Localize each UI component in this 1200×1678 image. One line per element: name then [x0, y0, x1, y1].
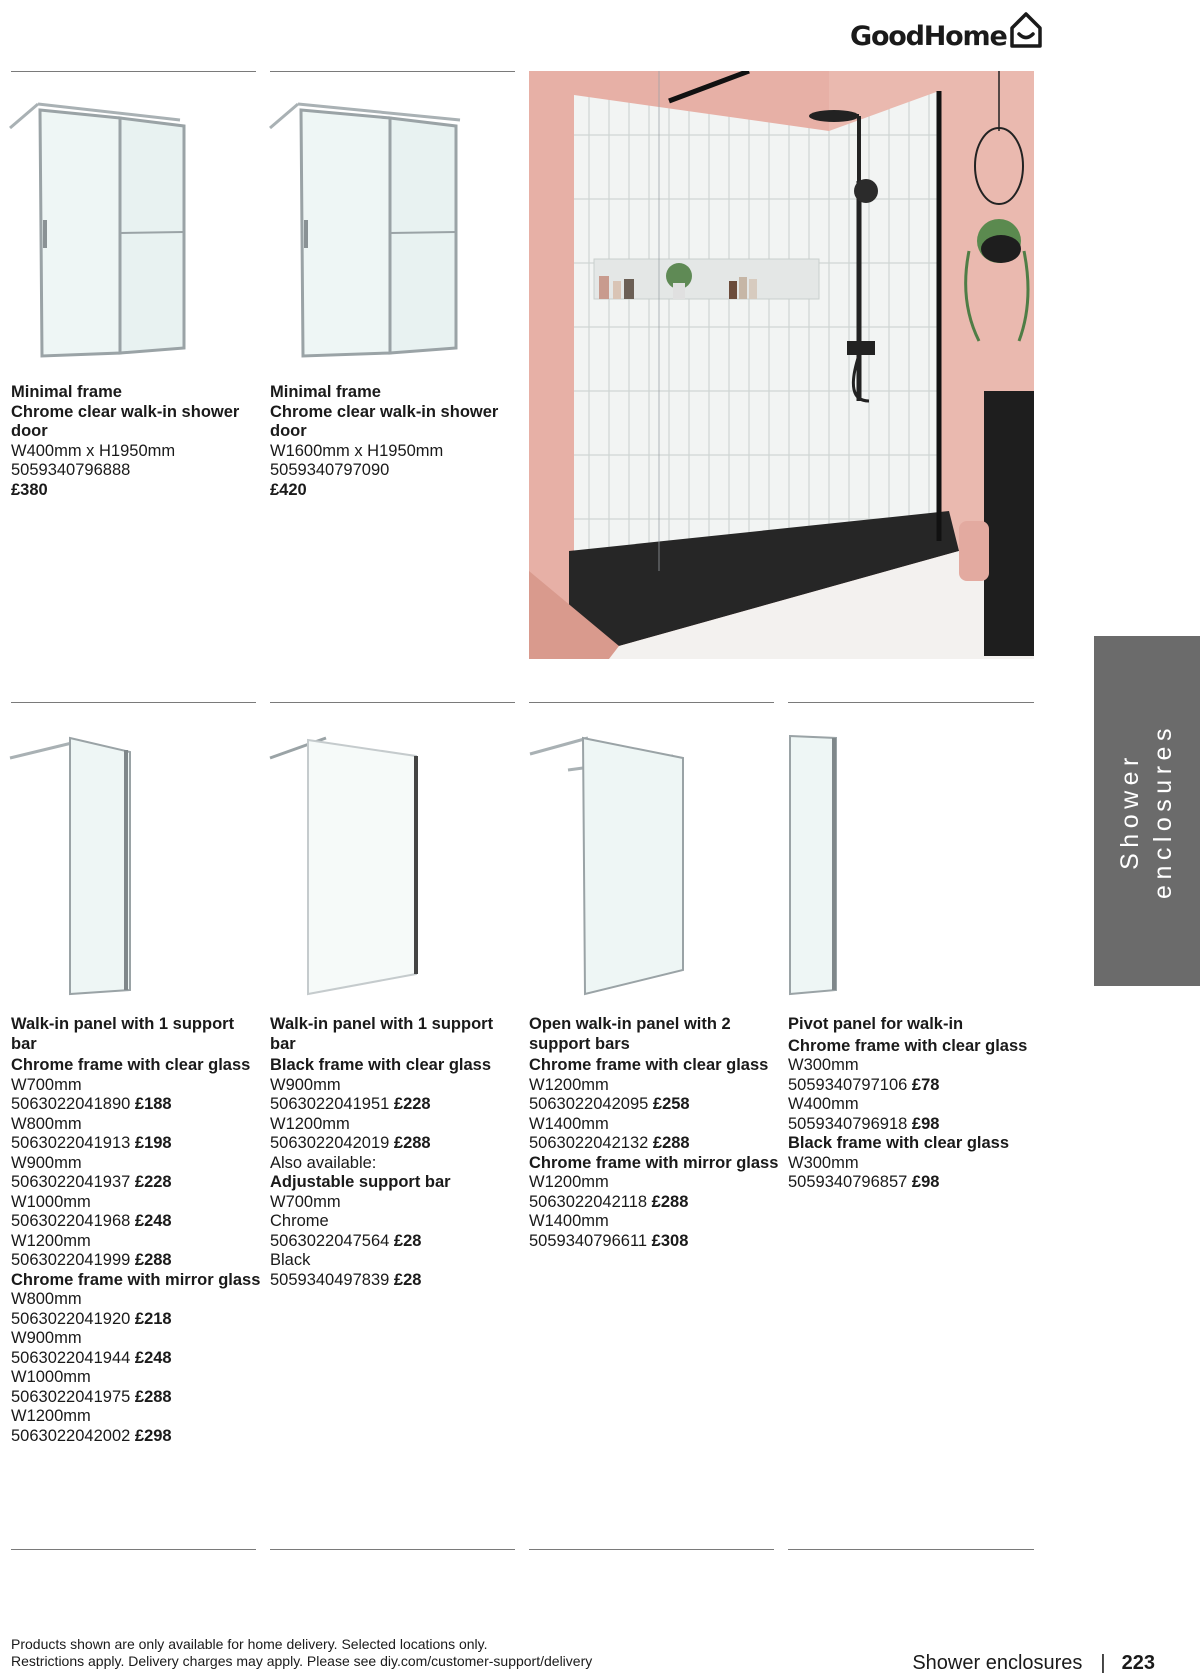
product-line-text: 5059340796888 [11, 461, 131, 479]
product-heading-line [529, 1015, 779, 1054]
product-pivot-panel [788, 1015, 1038, 1193]
product-line-text: Walk-in panel with 1 support bar [11, 1015, 235, 1053]
product-line-text: W900mm [11, 1329, 82, 1347]
product-line-text: Open walk-in panel with 2 support bars [529, 1015, 731, 1053]
product-line-text: Black [270, 1251, 311, 1269]
divider [529, 1549, 774, 1550]
product-detail-line [270, 461, 510, 481]
product-price: £288 [651, 1192, 689, 1211]
disclaimer-line-2: Restrictions apply. Delivery charges may apply. Please see diy.com/customer-support/delivery [11, 1653, 593, 1669]
product-image-walk-in-panel-black [268, 732, 428, 997]
product-heading-line [270, 481, 510, 501]
product-detail-line [529, 1193, 779, 1213]
product-image-open-walk-in-panel [528, 732, 698, 997]
product-price: £78 [911, 1075, 940, 1094]
product-line-text: W800mm [11, 1114, 82, 1133]
product-detail-line [11, 1349, 261, 1369]
product-price: £228 [393, 1095, 431, 1113]
disclaimer-line-1: Products shown are only available for home delivery. Selected locations only. [11, 1636, 488, 1652]
product-detail-line [11, 1193, 261, 1213]
product-line-text: 5063022047564 [270, 1231, 390, 1250]
product-heading-line [11, 1056, 261, 1076]
product-heading-line [529, 1056, 779, 1076]
product-detail-line [270, 1076, 520, 1096]
product-line-text: Minimal frame [270, 383, 381, 401]
product-line-text: £420 [270, 480, 307, 499]
product-detail-line [270, 1134, 520, 1154]
section-side-tab-label [1114, 723, 1180, 899]
product-line-text: W1200mm [11, 1231, 91, 1250]
product-line-text: W1200mm [270, 1114, 350, 1133]
divider [270, 702, 515, 703]
product-line-text: W700mm [11, 1075, 82, 1094]
product-detail-line [270, 1212, 520, 1232]
product-detail-line [11, 1095, 261, 1115]
product-line-text: Chrome frame with clear glass [529, 1056, 769, 1074]
product-heading-line [788, 1037, 1038, 1057]
product-price: £28 [393, 1270, 422, 1289]
product-detail-line [11, 1173, 261, 1193]
product-line-text: W300mm [788, 1153, 859, 1172]
product-detail-line [788, 1154, 1038, 1174]
divider [270, 1549, 515, 1550]
product-sliding-door-w1600 [270, 383, 510, 500]
product-detail-line [11, 461, 251, 481]
product-line-text: Black frame with clear glass [788, 1134, 1010, 1152]
product-line-text: W1000mm [11, 1192, 91, 1211]
product-detail-line [529, 1212, 779, 1232]
product-line-text: W1400mm [529, 1212, 609, 1230]
product-line-text: 5063022041944 [11, 1348, 131, 1367]
product-heading-line [270, 1056, 520, 1076]
product-line-text: 5063022042002 [11, 1426, 131, 1445]
product-detail-line [270, 1271, 520, 1291]
product-heading-line [270, 1173, 520, 1193]
product-heading-line [270, 383, 510, 403]
product-line-text: W1000mm [11, 1368, 91, 1386]
product-line-text: 5063022041913 [11, 1134, 131, 1152]
product-image-sliding-door-w400 [8, 98, 188, 363]
product-detail-line [270, 1095, 520, 1115]
footer-section-name: Shower enclosures [912, 1652, 1083, 1674]
side-tab-line-1: Shower [1116, 752, 1144, 870]
product-line-text: 5063022041951 [270, 1095, 390, 1113]
product-price: £298 [134, 1426, 172, 1445]
product-line-text: £380 [11, 480, 48, 499]
product-line-text: W800mm [11, 1290, 82, 1308]
product-line-text: Chrome clear walk-in shower door [270, 402, 499, 440]
product-detail-line [11, 1368, 261, 1388]
product-heading-line [788, 1015, 1038, 1035]
product-price: £248 [134, 1348, 172, 1367]
product-line-text: 5063022041999 [11, 1251, 131, 1269]
delivery-disclaimer [11, 1636, 592, 1670]
page-footer [912, 1652, 1155, 1675]
product-detail-line [11, 1427, 261, 1447]
product-price: £98 [911, 1173, 940, 1191]
product-line-text: 5059340796611 [529, 1231, 648, 1250]
product-line-text: W1200mm [529, 1075, 609, 1094]
product-detail-line [788, 1115, 1038, 1135]
product-line-text: Minimal frame [11, 383, 122, 401]
divider [788, 1549, 1034, 1550]
product-detail-line [270, 1232, 520, 1252]
product-line-text: 5063022041937 [11, 1173, 131, 1191]
product-line-text: W700mm [270, 1192, 341, 1211]
product-detail-line [11, 442, 251, 462]
product-line-text: W900mm [270, 1075, 341, 1094]
product-price: £218 [134, 1309, 172, 1328]
product-detail-line [270, 1154, 520, 1174]
product-detail-line [529, 1115, 779, 1135]
product-detail-line [529, 1076, 779, 1096]
product-heading-line [270, 1015, 520, 1054]
product-detail-line [11, 1134, 261, 1154]
product-line-text: Also available: [270, 1153, 377, 1172]
product-price: £308 [651, 1231, 689, 1250]
product-walk-in-panel-black [270, 1015, 520, 1290]
product-detail-line [788, 1076, 1038, 1096]
product-line-text: 5059340797090 [270, 461, 390, 479]
divider [11, 1549, 256, 1550]
divider [270, 71, 515, 72]
brand-logo [850, 10, 1043, 50]
product-price: £188 [134, 1095, 172, 1113]
product-line-text: W400mm x H1950mm [11, 441, 176, 460]
product-detail-line [270, 442, 510, 462]
product-line-text: 5063022042132 [529, 1134, 649, 1152]
product-image-sliding-door-w1600 [268, 98, 468, 363]
product-detail-line [11, 1232, 261, 1252]
product-detail-line [11, 1407, 261, 1427]
product-price: £98 [911, 1114, 940, 1133]
product-detail-line [11, 1290, 261, 1310]
product-line-text: W1600mm x H1950mm [270, 441, 444, 460]
brand-name: GoodHome [850, 21, 1007, 52]
product-detail-line [270, 1251, 520, 1271]
product-detail-line [529, 1134, 779, 1154]
product-detail-line [270, 1193, 520, 1213]
page-number: 223 [1121, 1652, 1155, 1674]
product-detail-line [11, 1388, 261, 1408]
section-side-tab [1094, 636, 1200, 986]
product-heading-line [11, 403, 251, 442]
product-detail-line [788, 1056, 1038, 1076]
product-detail-line [529, 1173, 779, 1193]
product-line-text: 5059340796918 [788, 1114, 908, 1133]
product-price: £258 [652, 1095, 690, 1113]
product-line-text: Pivot panel for walk-in [788, 1015, 964, 1033]
product-open-walk-in-panel [529, 1015, 779, 1251]
product-line-text: Adjustable support bar [270, 1173, 451, 1191]
product-line-text: 5063022042019 [270, 1134, 390, 1152]
product-line-text: 5063022041968 [11, 1212, 131, 1230]
product-detail-line [11, 1310, 261, 1330]
product-line-text: 5063022042095 [529, 1095, 649, 1113]
product-price: £248 [134, 1212, 172, 1230]
product-line-text: W1200mm [529, 1173, 609, 1191]
product-detail-line [11, 1251, 261, 1271]
product-price: £288 [134, 1387, 172, 1406]
product-line-text: Walk-in panel with 1 support bar [270, 1015, 494, 1053]
product-heading-line [11, 1015, 261, 1054]
product-line-text: Chrome clear walk-in shower door [11, 402, 240, 440]
product-line-text: Black frame with clear glass [270, 1056, 492, 1074]
product-price: £288 [134, 1251, 172, 1269]
product-detail-line [529, 1095, 779, 1115]
product-detail-line [788, 1095, 1038, 1115]
product-heading-line [11, 481, 251, 501]
divider [529, 702, 774, 703]
divider [11, 71, 256, 72]
divider [788, 702, 1034, 703]
product-line-text: Chrome frame with clear glass [11, 1056, 251, 1074]
product-detail-line [11, 1076, 261, 1096]
product-line-text: 5059340797106 [788, 1075, 908, 1094]
side-tab-line-2: enclosures [1149, 723, 1177, 899]
product-line-text: W1200mm [11, 1407, 91, 1425]
product-heading-line [788, 1134, 1038, 1154]
product-detail-line [11, 1212, 261, 1232]
product-line-text: W400mm [788, 1095, 859, 1113]
product-line-text: 5059340497839 [270, 1270, 390, 1289]
product-price: £288 [393, 1134, 431, 1152]
product-line-text: W900mm [11, 1153, 82, 1172]
lifestyle-bathroom-photo [529, 71, 1034, 659]
product-line-text: W300mm [788, 1056, 859, 1074]
product-detail-line [11, 1154, 261, 1174]
product-price: £198 [134, 1134, 172, 1152]
product-line-text: Chrome frame with mirror glass [11, 1270, 261, 1289]
product-walk-in-panel-chrome [11, 1015, 261, 1446]
product-line-text: 5063022041975 [11, 1387, 131, 1406]
divider [11, 702, 256, 703]
product-detail-line [270, 1115, 520, 1135]
product-sliding-door-w400 [11, 383, 251, 500]
house-icon [1009, 10, 1043, 50]
product-detail-line [11, 1115, 261, 1135]
product-line-text: Chrome [270, 1212, 329, 1230]
product-detail-line [529, 1232, 779, 1252]
product-price: £28 [393, 1231, 422, 1250]
product-heading-line [11, 383, 251, 403]
product-heading-line [270, 403, 510, 442]
product-price: £288 [652, 1134, 690, 1152]
product-line-text: 5063022041890 [11, 1095, 131, 1113]
product-image-pivot-panel [786, 732, 846, 997]
product-line-text: 5063022042118 [529, 1192, 648, 1211]
product-price: £228 [134, 1173, 172, 1191]
product-image-walk-in-panel-chrome [8, 732, 148, 997]
product-line-text: Chrome frame with clear glass [788, 1036, 1028, 1055]
product-heading-line [11, 1271, 261, 1291]
product-heading-line [529, 1154, 779, 1174]
product-detail-line [11, 1329, 261, 1349]
product-line-text: Chrome frame with mirror glass [529, 1153, 779, 1172]
product-detail-line [788, 1173, 1038, 1193]
product-line-text: 5059340796857 [788, 1173, 908, 1191]
product-line-text: 5063022041920 [11, 1309, 131, 1328]
product-line-text: W1400mm [529, 1114, 609, 1133]
footer-separator: | [1100, 1652, 1106, 1674]
